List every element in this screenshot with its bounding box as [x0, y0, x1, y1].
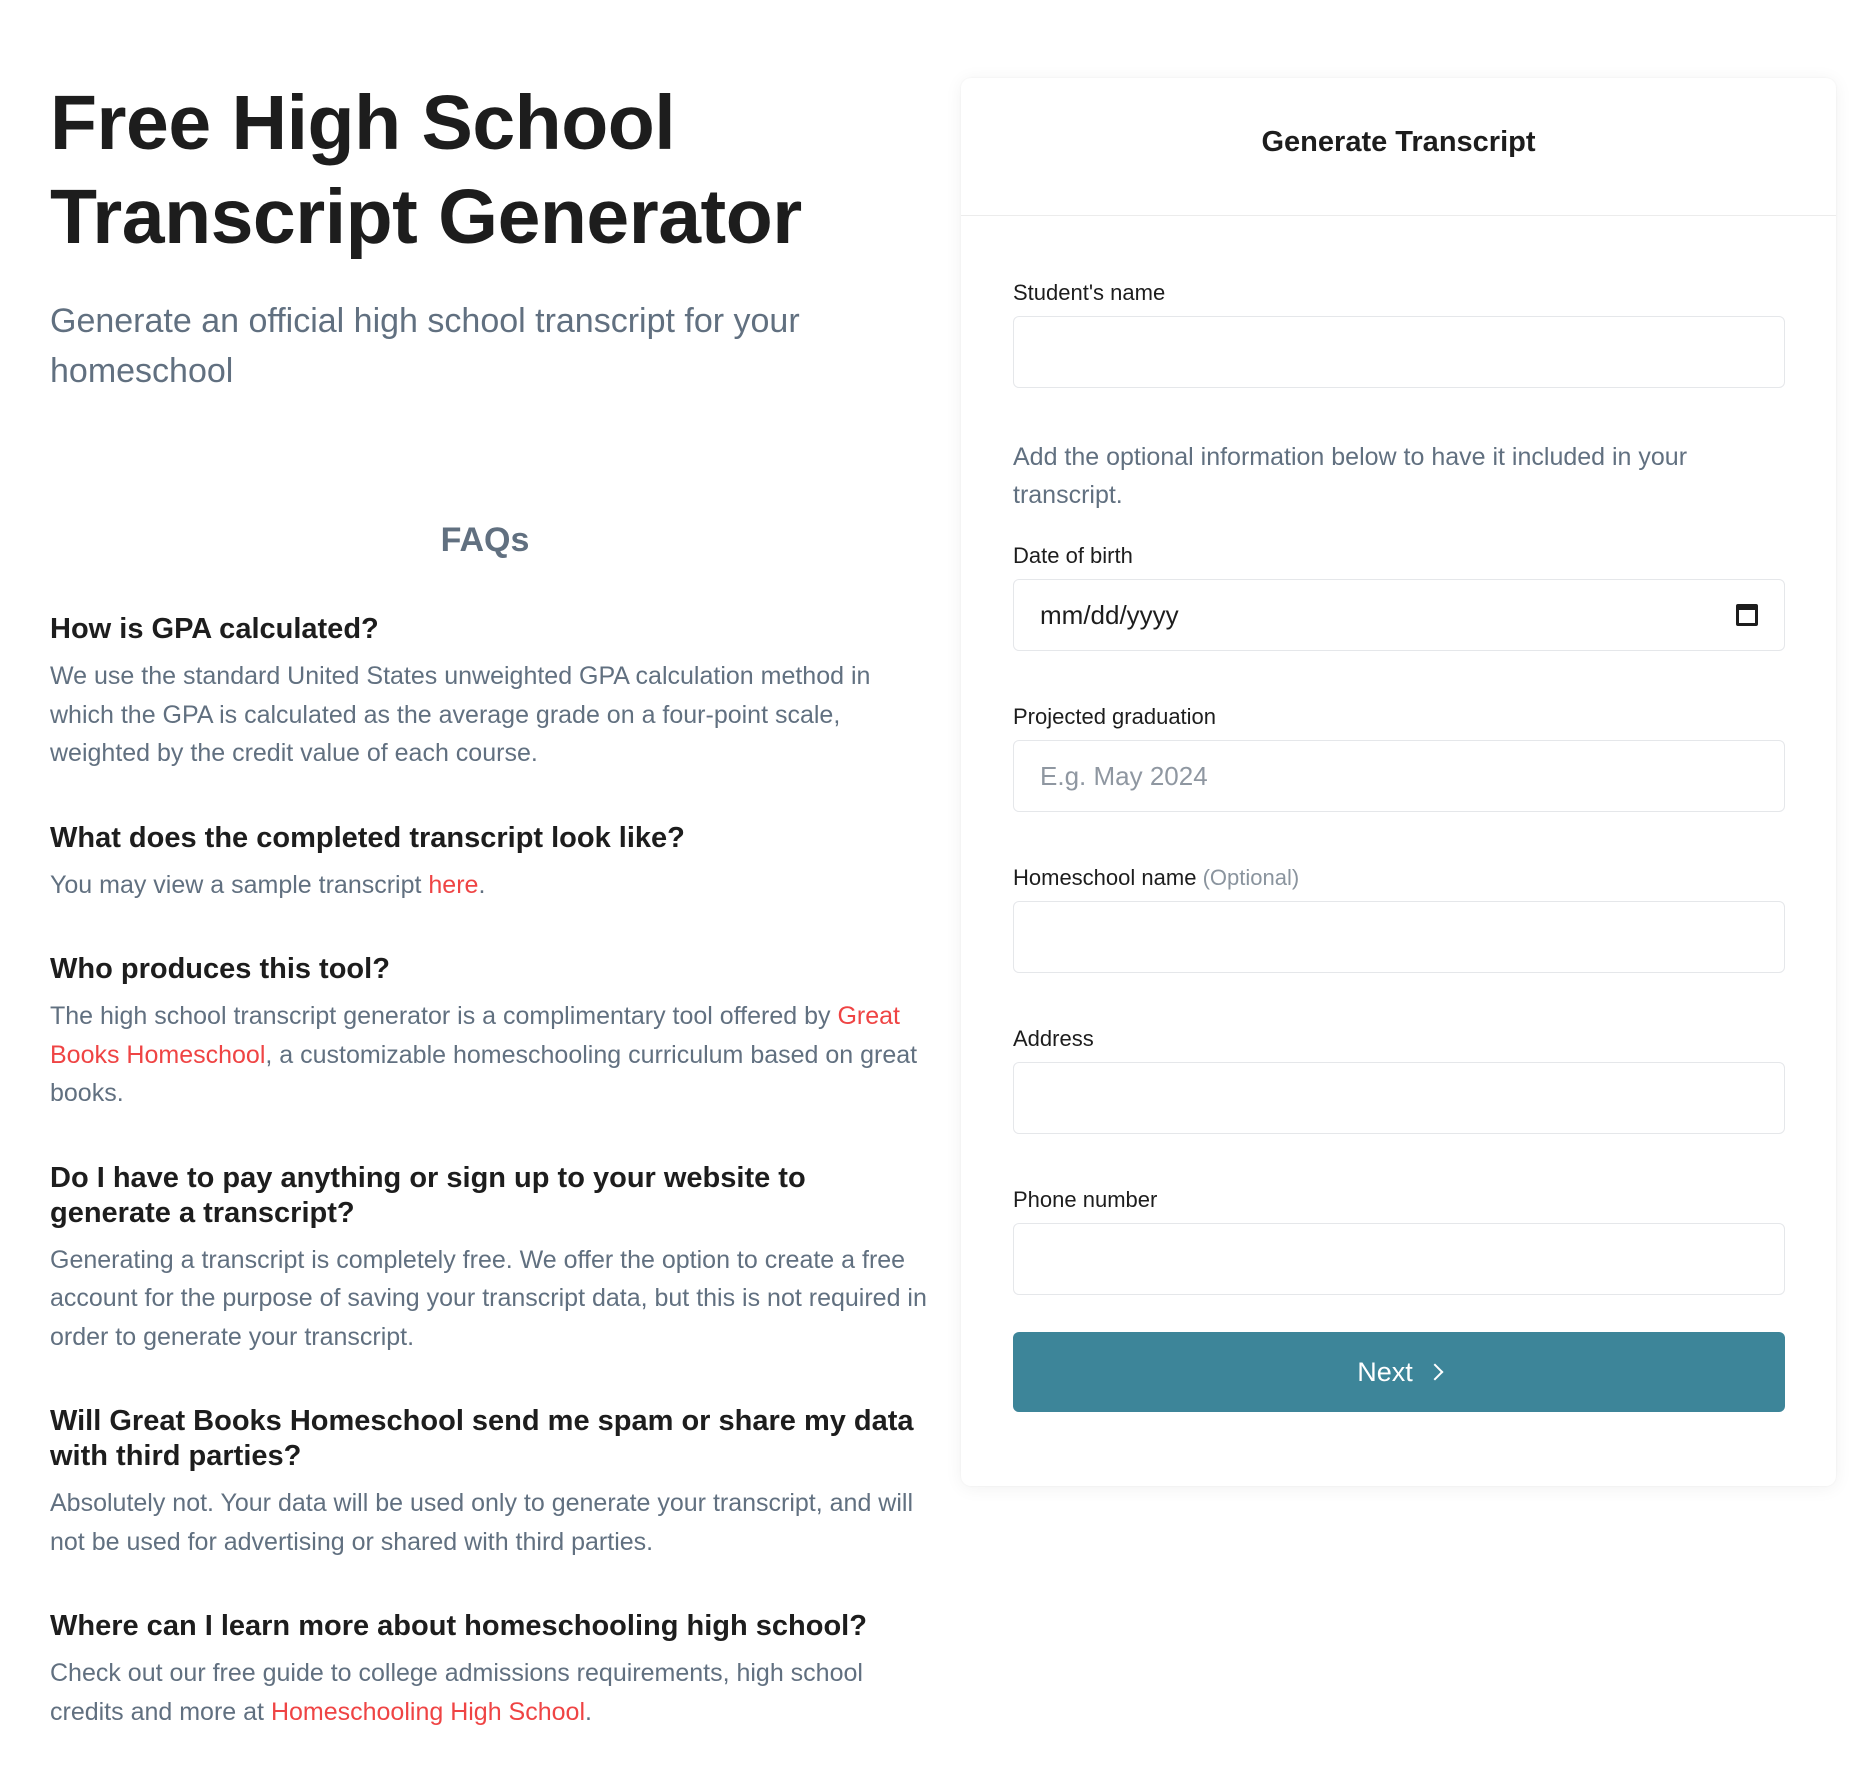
- faq-question: How is GPA calculated?: [50, 613, 379, 645]
- faq-question: What does the completed transcript look like?: [50, 821, 685, 854]
- projected-graduation-input[interactable]: [1013, 740, 1785, 812]
- faq-answer: Absolutely not. Your data will be used only to generate your transcript, and will not be used for advertising or shared with third parties.: [50, 1489, 914, 1556]
- page-title: [50, 76, 930, 264]
- faq-answer: [50, 866, 930, 905]
- faq-question: Where can I learn more about homeschooling high school?: [50, 1610, 867, 1642]
- intro-column: [50, 76, 930, 1765]
- faq-answer: Generating a transcript is completely free. We offer the option to create a free account for the purpose of saving your transcript data, but this is not required in order to generate your transcript.: [50, 1245, 927, 1351]
- date-of-birth-label: Date of birth: [1013, 543, 1133, 568]
- faq-answer-text: Check out our free guide to college admissions requirements, high school credits and more at: [50, 1659, 863, 1726]
- address-input[interactable]: [1013, 1062, 1785, 1134]
- faq-item-sample: [50, 821, 930, 905]
- page-subtitle: Generate an official high school transcript for your homeschool: [50, 302, 800, 390]
- calendar-icon[interactable]: [1736, 604, 1758, 626]
- student-name-input[interactable]: [1013, 316, 1785, 388]
- chevron-right-icon: [1426, 1364, 1443, 1381]
- student-name-label: Student's name: [1013, 280, 1166, 305]
- faq-answer-text: .: [585, 1697, 592, 1726]
- homeschool-name-label: [1013, 865, 1299, 891]
- faq-answer: [50, 1654, 930, 1731]
- page-title-line2: Transcript Generator: [50, 174, 802, 260]
- faq-list: [50, 612, 930, 1731]
- address-label: Address: [1013, 1026, 1094, 1051]
- faq-item-learn-more: [50, 1609, 930, 1731]
- faq-answer-text: .: [478, 870, 486, 899]
- homeschool-name-input[interactable]: [1013, 901, 1785, 973]
- faq-answer: We use the standard United States unweighted GPA calculation method in which the GPA is calculated as the average grade on a four-point scale, weighted by the credit value of each course.: [50, 662, 871, 767]
- projected-graduation-placeholder: E.g. May 2024: [1040, 760, 1208, 791]
- card-header: [961, 78, 1836, 216]
- sample-transcript-link[interactable]: here: [428, 870, 479, 899]
- next-button-label: Next: [1357, 1356, 1413, 1387]
- faq-question: Who produces this tool?: [50, 953, 390, 985]
- projected-graduation-label: Projected graduation: [1013, 704, 1217, 729]
- faq-item-cost: [50, 1161, 930, 1357]
- optional-info-text: Add the optional information below to have it included in your transcript.: [1013, 443, 1688, 509]
- faq-item-gpa: [50, 612, 930, 773]
- phone-number-label: Phone number: [1013, 1187, 1158, 1212]
- transcript-form-card: [961, 78, 1836, 1486]
- next-button[interactable]: [1013, 1332, 1785, 1412]
- faq-answer-text: The high school transcript generator is a complimentary tool offered by: [50, 1002, 838, 1030]
- great-books-homeschool-link[interactable]: Great Books Homeschool: [50, 1002, 900, 1069]
- date-of-birth-value: mm/dd/yyyy: [1040, 599, 1179, 630]
- faq-item-producer: [50, 952, 930, 1113]
- faq-heading: FAQs: [440, 521, 530, 559]
- faq-question: Will Great Books Homeschool send me spam or share my data with third parties?: [50, 1405, 914, 1472]
- date-of-birth-input[interactable]: [1013, 579, 1785, 651]
- faq-question: Do I have to pay anything or sign up to your website to generate a transcript?: [50, 1161, 806, 1229]
- page-title-line1: Free High School: [50, 80, 676, 166]
- optional-tag: (Optional): [1202, 865, 1300, 890]
- homeschooling-high-school-link[interactable]: Homeschooling High School: [270, 1697, 585, 1726]
- phone-number-input[interactable]: [1013, 1223, 1785, 1295]
- homeschool-name-label-text: Homeschool name: [1013, 865, 1197, 890]
- form-title: Generate Transcript: [1261, 126, 1536, 158]
- faq-answer-text: You may view a sample transcript: [50, 870, 429, 899]
- faq-answer-text: , a customizable homeschooling curriculum based on great books.: [50, 1040, 918, 1107]
- faq-answer: [50, 997, 930, 1113]
- faq-item-privacy: [50, 1404, 930, 1561]
